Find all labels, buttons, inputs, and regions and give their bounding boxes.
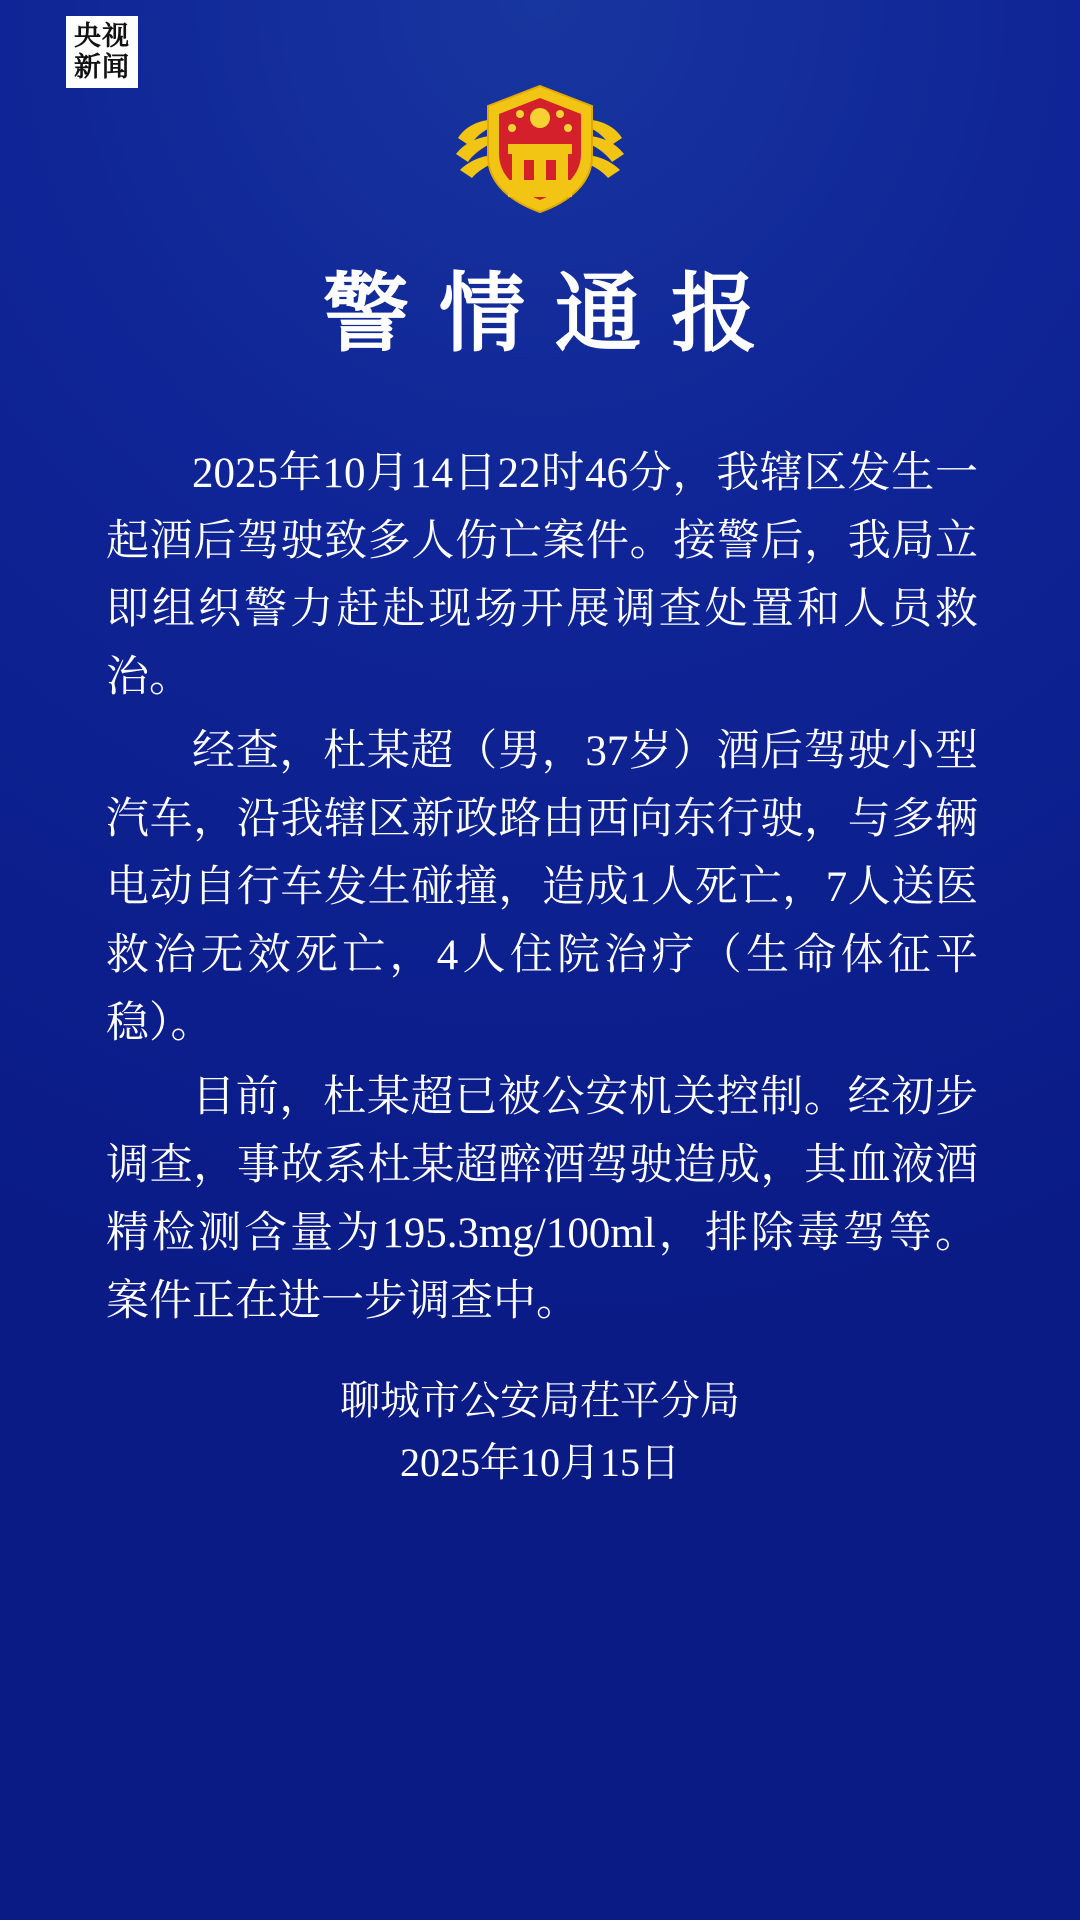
cctv-news-logo-line1: 央视 [74, 21, 130, 51]
notice-paragraph-2: 经查，杜某超（男，37岁）酒后驾驶小型汽车，沿我辖区新政路由西向东行驶，与多辆电动自行车发生碰撞，造成1人死亡，7人送医救治无效死亡，4人住院治疗（生命体征平稳）。 [106, 728, 978, 1047]
cctv-news-logo-line2: 新闻 [74, 52, 130, 82]
issue-date: 2025年10月15日 [400, 1440, 680, 1485]
notice-paragraph-1: 2025年10月14日22时46分，我辖区发生一起酒后驾驶致多人伤亡案件。接警后，我局立即组织警力赶赴现场开展调查处置和人员救治。 [106, 450, 978, 701]
notice-signature [0, 1370, 1080, 1494]
page-title: 警情通报 [323, 266, 787, 362]
china-police-badge-icon [450, 72, 630, 222]
notice-body [106, 440, 978, 1342]
issuing-authority: 聊城市公安局茌平分局 [340, 1378, 740, 1423]
badge-container [0, 72, 1080, 222]
notice-paragraph-3: 目前，杜某超已被公安机关控制。经初步调查，事故系杜某超醉酒驾驶造成，其血液酒精检测含量为195.3mg/100ml，排除毒驾等。案件正在进一步调查中。 [106, 1074, 978, 1325]
